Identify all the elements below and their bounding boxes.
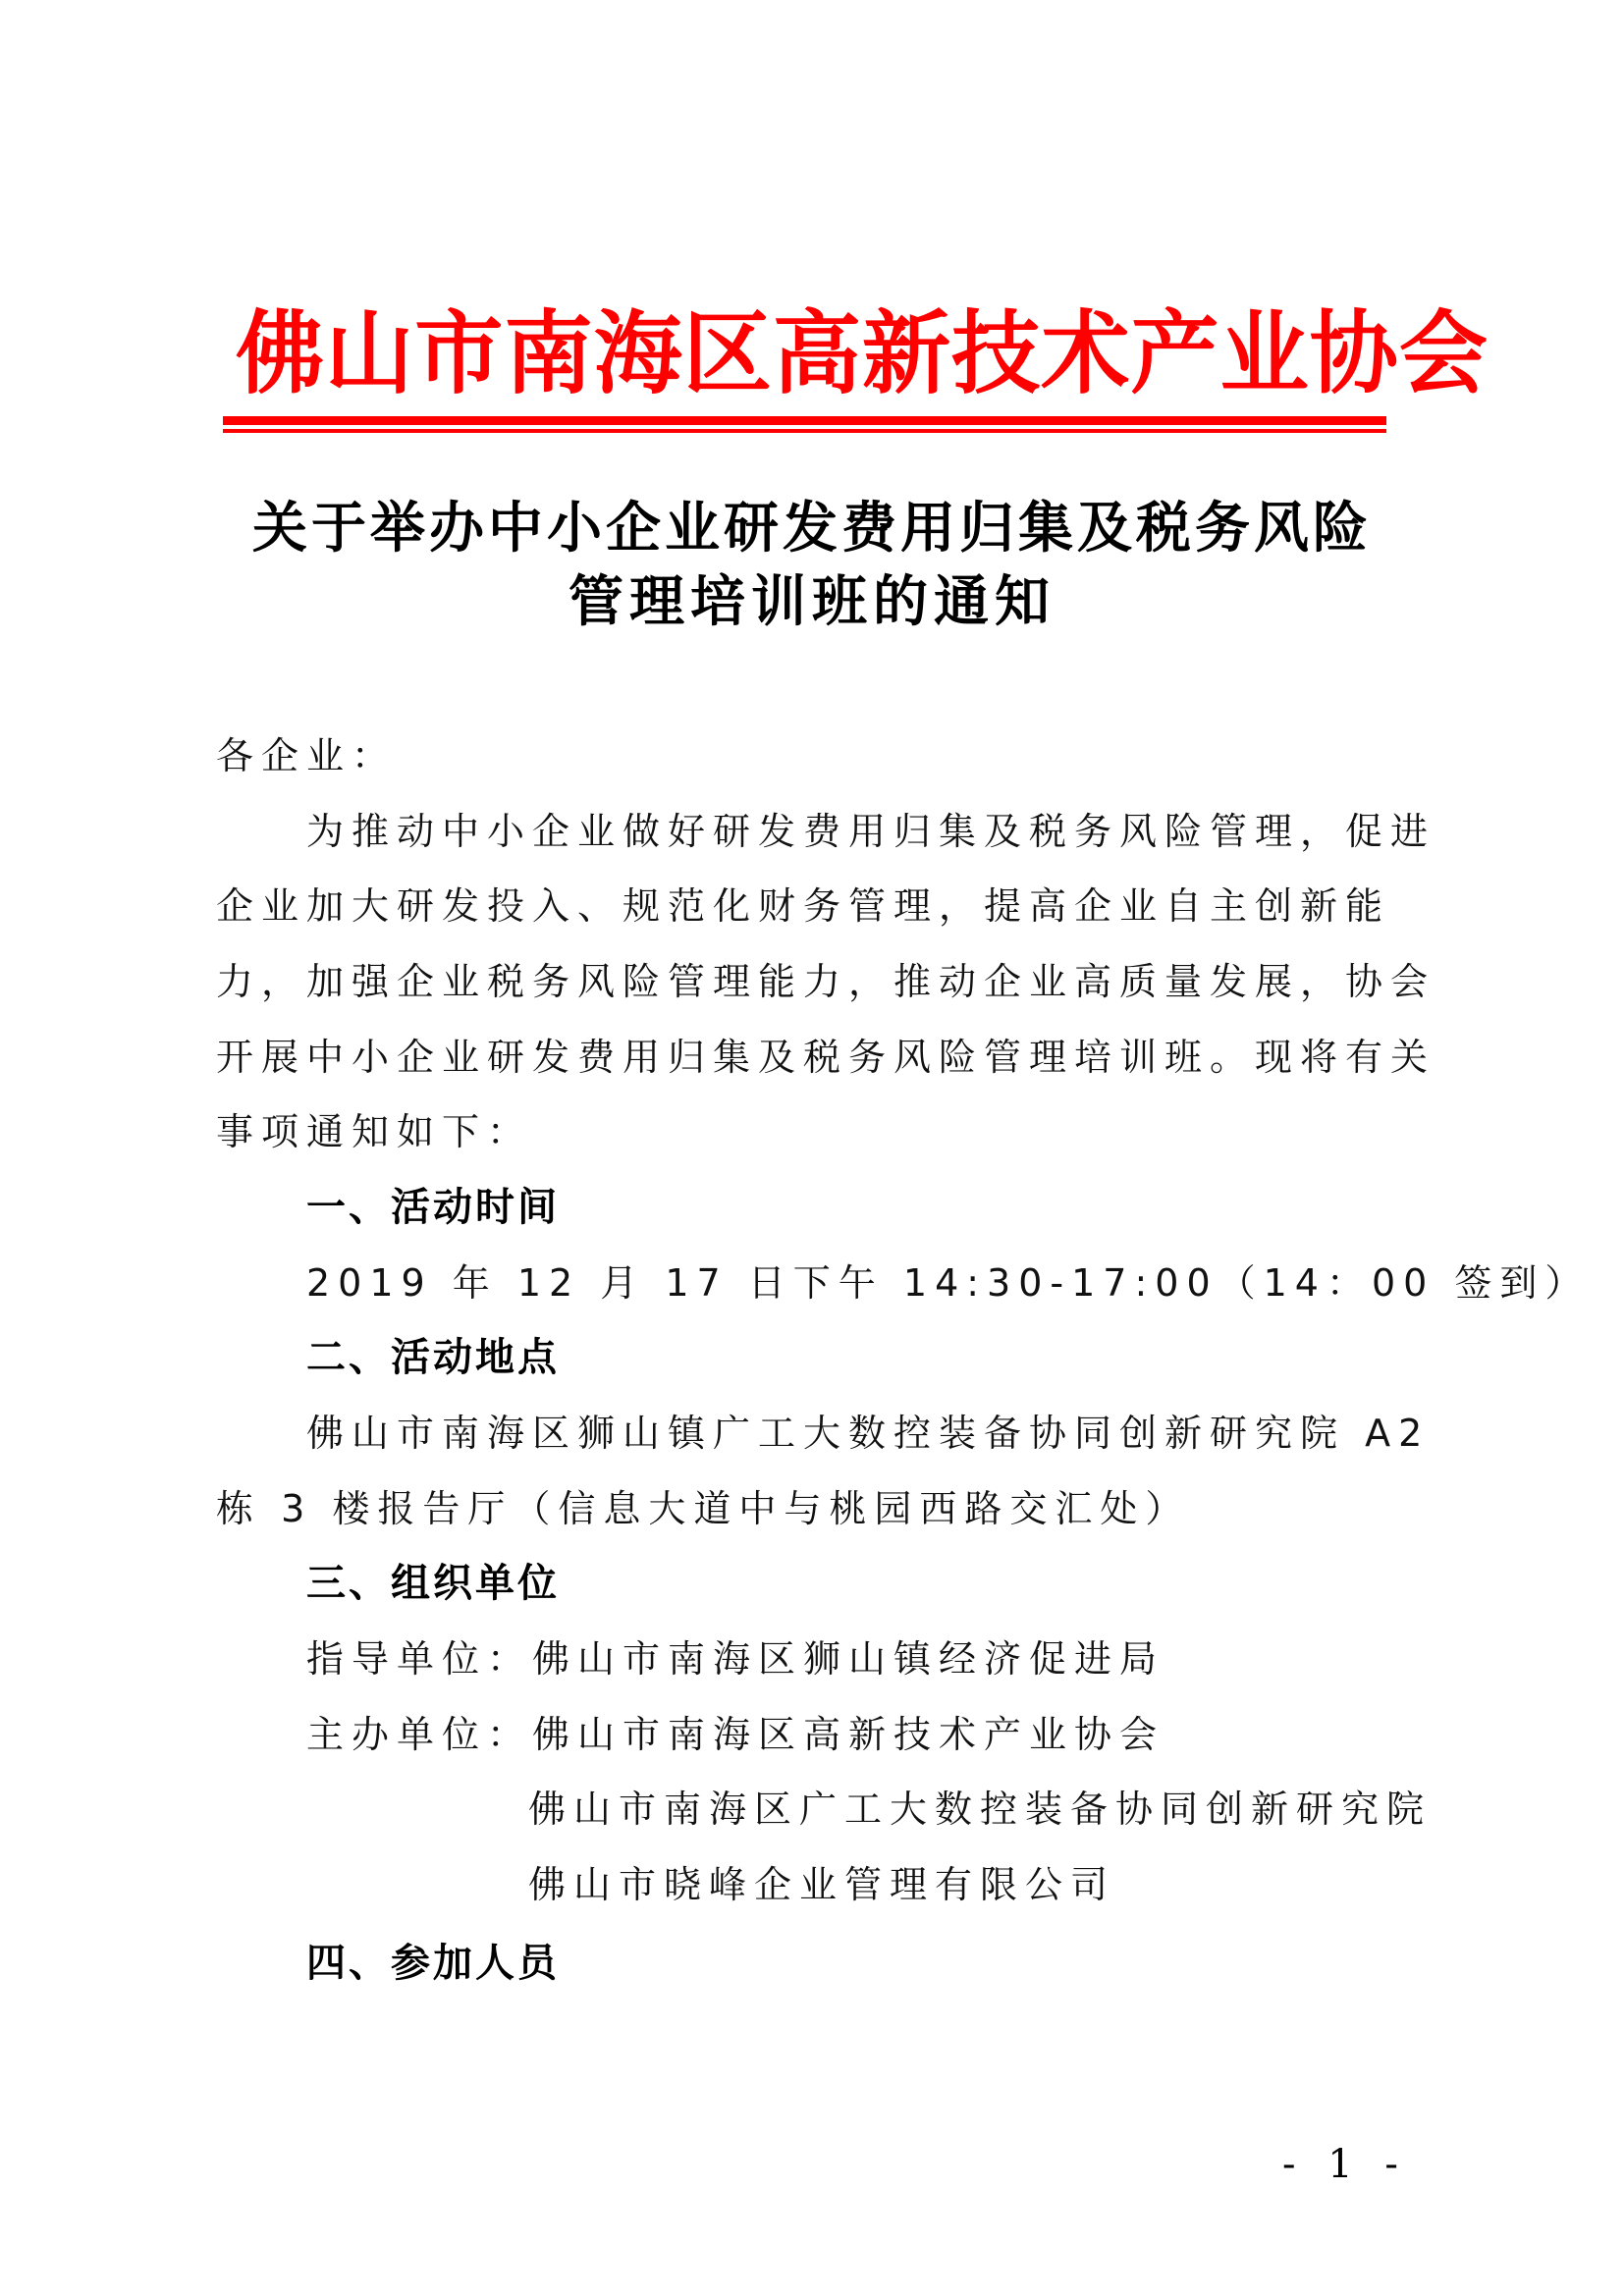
letterhead-org-name: [223, 294, 1489, 412]
host-unit-row: [306, 1710, 1164, 1759]
section-heading-organizers: 三、组织单位: [306, 1561, 560, 1606]
section-heading-location: 二、活动地点: [306, 1335, 560, 1380]
intro-paragraph-line: 开展中小企业研发费用归集及税务风险管理培训班。现将有关: [216, 1036, 1436, 1079]
event-time: 2019 年 12 月 17 日下午 14:30-17:00（14：00 签到）: [306, 1261, 1591, 1305]
document-title-line-1: 关于举办中小企业研发费用归集及税务风险: [252, 496, 1372, 561]
event-location-line-1: 佛山市南海区狮山镇广工大数控装备协同创新研究院 A2: [306, 1412, 1431, 1455]
salutation: 各企业：: [216, 734, 398, 777]
letterhead-rule-thick: [223, 416, 1386, 425]
host-unit-value: 佛山市南海区广工大数控装备协同创新研究院: [528, 1788, 1433, 1831]
intro-paragraph-line: 力，加强企业税务风险管理能力，推动企业高质量发展，协会: [216, 960, 1436, 1003]
intro-paragraph-line: 为推动中小企业做好研发费用归集及税务风险管理，促进: [306, 810, 1436, 853]
guide-unit-row: [306, 1634, 1164, 1683]
section-heading-participants: 四、参加人员: [306, 1941, 560, 1986]
page-number: - 1 -: [1282, 2142, 1408, 2187]
host-unit-value: 佛山市南海区高新技术产业协会: [532, 1713, 1165, 1756]
intro-paragraph-line: 企业加大研发投入、规范化财务管理，提高企业自主创新能: [216, 884, 1391, 928]
event-location-line-2: 栋 3 楼报告厅（信息大道中与桃园西路交汇处）: [216, 1487, 1191, 1530]
host-unit-label: 主办单位：: [306, 1713, 533, 1756]
letterhead-org-name-text: 佛山市南海区高新技术产业协会: [236, 300, 1489, 406]
section-heading-time: 一、活动时间: [306, 1185, 560, 1230]
guide-unit-label: 指导单位：: [306, 1637, 533, 1681]
document-title-line-2: 管理培训班的通知: [568, 569, 1056, 634]
letterhead-rule-thin: [223, 429, 1386, 433]
intro-paragraph-line: 事项通知如下：: [216, 1110, 533, 1153]
guide-unit-value: 佛山市南海区狮山镇经济促进局: [532, 1637, 1165, 1681]
host-unit-value: 佛山市晓峰企业管理有限公司: [528, 1863, 1116, 1906]
